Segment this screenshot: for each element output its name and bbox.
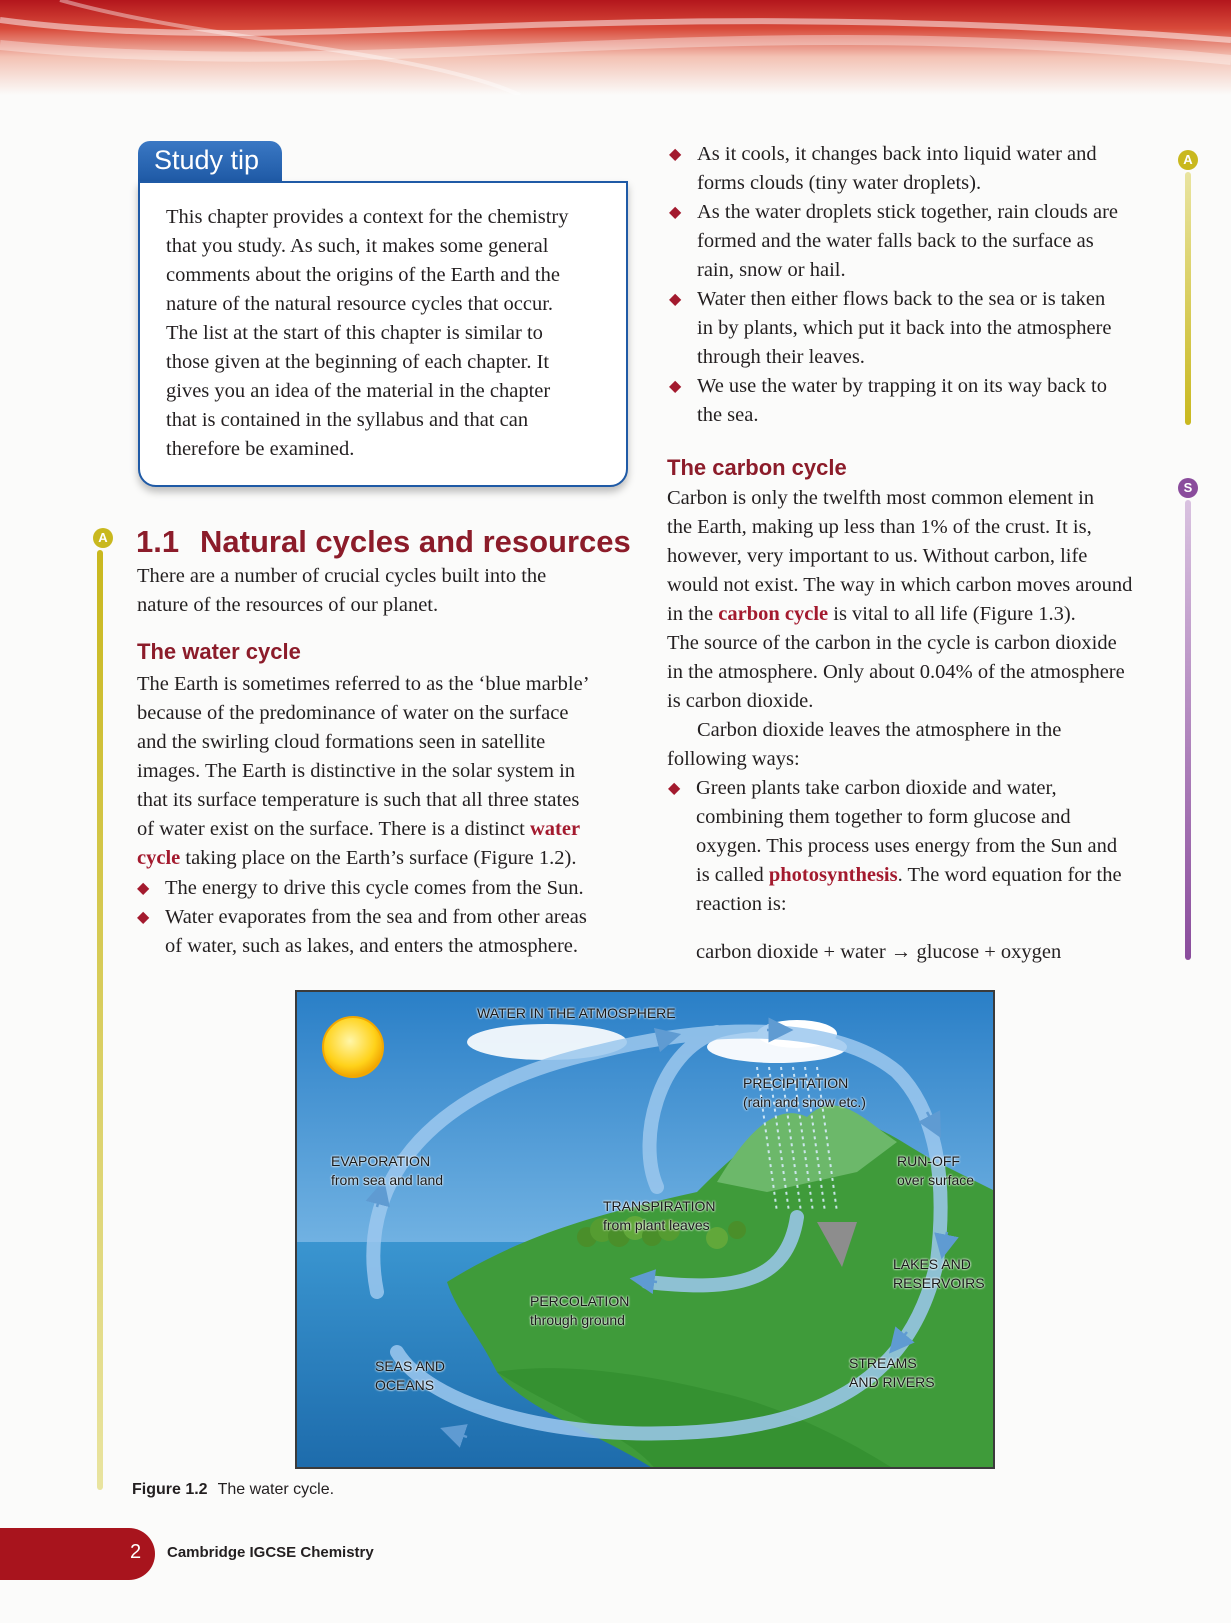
text-span: . The word equation for the xyxy=(897,864,1122,886)
list-item xyxy=(135,903,587,961)
text-line: There are a number of crucial cycles built into the xyxy=(137,565,547,587)
study-tip-line: This chapter provides a context for the chemistry xyxy=(166,206,569,228)
text-line: Carbon dioxide leaves the atmosphere in the xyxy=(697,719,1062,741)
label-water-atmosphere: WATER IN THE ATMOSPHERE xyxy=(477,1005,676,1021)
text-line: through their leaves. xyxy=(697,346,865,368)
text-line: would not exist. The way in which carbon moves around xyxy=(667,574,1133,596)
water-cycle-heading: The water cycle xyxy=(137,639,301,664)
label-line: RUN-OFF xyxy=(897,1153,960,1169)
label-percolation xyxy=(530,1292,629,1330)
syllabus-bar-s xyxy=(1185,500,1191,960)
text-line: the Earth, making up less than 1% of the crust. It is, xyxy=(667,516,1092,538)
text-line: Green plants take carbon dioxide and water, xyxy=(696,777,1057,799)
figure-caption xyxy=(132,1481,334,1499)
bullet-diamond-icon: ◆ xyxy=(137,909,150,926)
label-line: STREAMS xyxy=(849,1355,917,1371)
label-transpiration xyxy=(603,1197,716,1235)
text-line: following ways: xyxy=(667,748,800,770)
text-span: in the xyxy=(667,603,719,625)
water-cycle-paragraph xyxy=(137,670,590,873)
text-line: oxygen. This process uses energy from the Sun and xyxy=(696,835,1118,857)
section-title: Natural cycles and resources xyxy=(200,524,631,559)
book-title: Cambridge IGCSE Chemistry xyxy=(167,1544,374,1561)
text-line: is carbon dioxide. xyxy=(667,690,814,712)
label-line: from plant leaves xyxy=(603,1217,710,1233)
syllabus-marker-s-icon: S xyxy=(1178,478,1198,498)
label-line: PRECIPITATION xyxy=(743,1075,849,1091)
syllabus-marker-a-icon: A xyxy=(93,528,113,548)
figure-caption-text: The water cycle. xyxy=(217,1481,335,1498)
label-streams-rivers xyxy=(849,1354,935,1392)
bullet-diamond-icon: ◆ xyxy=(669,378,682,395)
study-tip-title: Study tip xyxy=(138,141,282,181)
label-precipitation xyxy=(743,1074,866,1112)
text-line: in by plants, which put it back into the atmosphere xyxy=(697,317,1112,339)
text-line: rain, snow or hail. xyxy=(697,259,846,281)
text-line: As it cools, it changes back into liquid water and xyxy=(697,143,1097,165)
text-line xyxy=(137,815,590,844)
page-number: 2 xyxy=(130,1541,142,1563)
list-item xyxy=(666,774,1122,919)
label-line: over surface xyxy=(897,1172,975,1188)
study-tip-line: that is contained in the syllabus and that can xyxy=(166,409,529,431)
page-number-badge xyxy=(0,1528,155,1580)
carbon-cycle-bullets xyxy=(666,774,1122,919)
section-intro xyxy=(137,562,546,620)
carbon-cycle-heading: The carbon cycle xyxy=(667,455,847,480)
text-span: taking place on the Earth’s surface (Figure 1.2). xyxy=(180,847,577,869)
text-line xyxy=(137,844,590,873)
list-item xyxy=(667,285,1118,372)
study-tip-line: therefore be examined. xyxy=(166,438,355,460)
text-span: is called xyxy=(696,864,769,886)
text-line: that its surface temperature is such that all three states xyxy=(137,789,580,811)
keyword-water-cycle: water xyxy=(529,818,581,840)
bullet-diamond-icon: ◆ xyxy=(137,880,150,897)
header-banner xyxy=(0,0,1231,95)
keyword-photosynthesis: photosynthesis xyxy=(768,864,898,886)
text-line: and the swirling cloud formations seen in satellite xyxy=(137,731,546,753)
label-runoff xyxy=(897,1152,974,1190)
label-line: OCEANS xyxy=(375,1377,435,1393)
list-item xyxy=(667,198,1118,285)
text-line: Carbon is only the twelfth most common element in xyxy=(667,487,1095,509)
label-line: LAKES AND xyxy=(893,1256,971,1272)
text-line: because of the predominance of water on the surface xyxy=(137,702,569,724)
study-tip-line: gives you an idea of the material in the chapter xyxy=(166,380,551,402)
water-cycle-figure xyxy=(295,990,995,1469)
label-line: from sea and land xyxy=(331,1172,444,1188)
text-line: As the water droplets stick together, rain clouds are xyxy=(697,201,1119,223)
study-tip-line: those given at the beginning of each chapter. It xyxy=(166,351,550,373)
study-tip-line: comments about the origins of the Earth and the xyxy=(166,264,560,286)
bullet-diamond-icon: ◆ xyxy=(669,146,682,163)
word-equation: carbon dioxide + water → glucose + oxygen xyxy=(696,941,1062,963)
bullet-diamond-icon: ◆ xyxy=(669,204,682,221)
label-evaporation xyxy=(331,1152,443,1190)
text-span: of water exist on the surface. There is a distinct xyxy=(137,818,525,840)
syllabus-marker-a-right-icon: A xyxy=(1178,150,1198,170)
carbon-cycle-paragraph xyxy=(667,484,1132,774)
list-item xyxy=(667,140,1118,198)
text-span: is vital to all life (Figure 1.3). xyxy=(828,603,1076,625)
bullet-diamond-icon: ◆ xyxy=(669,291,682,308)
study-tip-box xyxy=(138,181,628,487)
text-line: The Earth is sometimes referred to as the ‘blue marble’ xyxy=(137,673,590,695)
study-tip-line: that you study. As such, it makes some general xyxy=(166,235,549,257)
text-line: however, very important to us. Without carbon, life xyxy=(667,545,1088,567)
keyword-water-cycle: cycle xyxy=(137,847,181,869)
text-line: Water then either flows back to the sea or is taken xyxy=(697,288,1106,310)
text-line xyxy=(667,600,1132,629)
keyword-carbon-cycle: carbon cycle xyxy=(718,603,829,625)
water-cycle-bullets xyxy=(135,874,587,961)
section-number: 1.1 xyxy=(136,524,180,559)
label-lakes-reservoirs xyxy=(893,1255,985,1293)
banner-swirl-graphic xyxy=(0,0,1231,95)
text-line: of water, such as lakes, and enters the atmosphere. xyxy=(165,935,579,957)
list-item xyxy=(667,372,1118,430)
study-tip-line: nature of the natural resource cycles that occur. xyxy=(166,293,554,315)
label-line: TRANSPIRATION xyxy=(603,1198,716,1214)
syllabus-bar-a xyxy=(97,550,103,1490)
label-line: AND RIVERS xyxy=(849,1374,935,1390)
label-line: through ground xyxy=(530,1312,625,1328)
text-line: combining them together to form glucose and xyxy=(696,806,1071,828)
text-line: The energy to drive this cycle comes from the Sun. xyxy=(165,877,584,899)
study-tip-line: The list at the start of this chapter is similar to xyxy=(166,322,543,344)
text-line: the sea. xyxy=(697,404,759,426)
text-line: formed and the water falls back to the surface as xyxy=(697,230,1094,252)
label-line: PERCOLATION xyxy=(530,1293,630,1309)
text-line: nature of the resources of our planet. xyxy=(137,594,439,616)
right-bullets xyxy=(667,140,1118,430)
text-line: Water evaporates from the sea and from other areas xyxy=(165,906,587,928)
text-line: images. The Earth is distinctive in the solar system in xyxy=(137,760,576,782)
text-line: We use the water by trapping it on its way back to xyxy=(697,375,1107,397)
label-line: SEAS AND xyxy=(375,1358,446,1374)
label-line: RESERVOIRS xyxy=(893,1275,985,1291)
text-line: reaction is: xyxy=(696,893,787,915)
figure-caption-label: Figure 1.2 xyxy=(132,1481,208,1498)
text-line xyxy=(696,861,1122,890)
text-line: in the atmosphere. Only about 0.04% of the atmosphere xyxy=(667,661,1125,683)
bullet-diamond-icon: ◆ xyxy=(668,780,681,797)
syllabus-bar-a-right xyxy=(1185,172,1191,425)
label-seas-oceans xyxy=(375,1357,445,1395)
label-line: (rain and snow etc.) xyxy=(743,1094,866,1110)
label-line: EVAPORATION xyxy=(331,1153,431,1169)
text-line: forms clouds (tiny water droplets). xyxy=(697,172,982,194)
list-item xyxy=(135,874,587,903)
sun-icon xyxy=(323,1017,383,1077)
text-line: The source of the carbon in the cycle is carbon dioxide xyxy=(667,632,1117,654)
